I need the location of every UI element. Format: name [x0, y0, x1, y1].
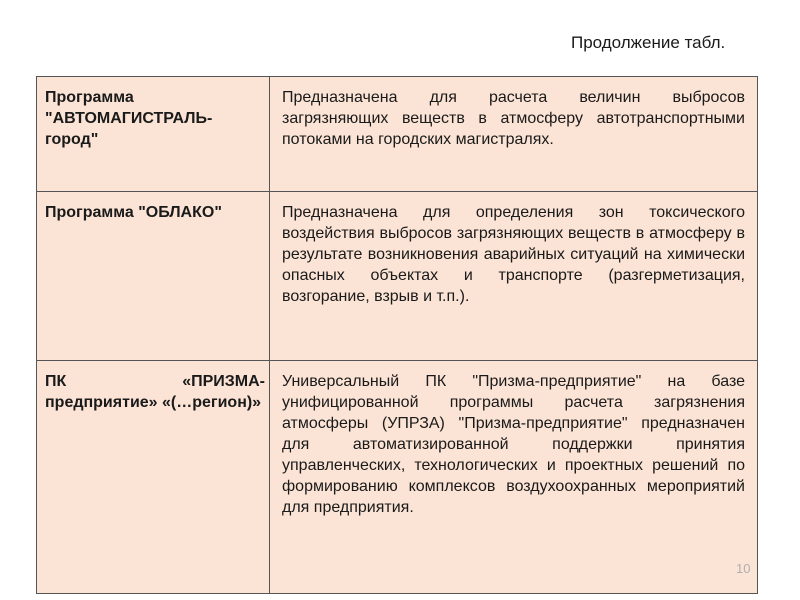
program-description: Предназначена для расчета величин выбросов загрязняющих веществ в атмосферу автотранспортными потоками на городских магистралях.: [282, 89, 745, 148]
program-name: ПК «ПРИЗМА-предприятие» «(…регион)»: [45, 373, 265, 411]
program-name-cell: [37, 361, 270, 594]
programs-table: [36, 76, 758, 594]
table-row: [37, 361, 758, 594]
program-description: Предназначена для определения зон токсического воздействия выбросов загрязняющих веществ в атмосферу в результате возникновения аварийных ситуаций на химически опасных объектах и транспорте (разгерметизация, возгорание, взрыв и т.п.).: [282, 204, 745, 305]
continuation-label: Продолжение табл.: [571, 33, 726, 52]
table-row: [37, 192, 758, 361]
program-name-cell: [37, 77, 270, 192]
program-name: Программа "ОБЛАКО": [45, 204, 222, 221]
program-description-cell: [270, 361, 758, 594]
program-description-cell: [270, 192, 758, 361]
program-name: Программа "АВТОМАГИСТРАЛЬ-город": [45, 89, 213, 148]
program-description: Универсальный ПК "Призма-предприятие" на базе унифицированной программы расчета загрязнения атмосферы (УПРЗА) "Призма-предприятие" предназначен для автоматизированной поддержки принятия управленческих, технологических и проектных решений по формированию комплексов воздухоохранных мероприятий для предприятия.: [282, 373, 745, 516]
table-row: [37, 77, 758, 192]
program-description-cell: [270, 77, 758, 192]
page-number: 10: [736, 561, 751, 576]
program-name-cell: [37, 192, 270, 361]
